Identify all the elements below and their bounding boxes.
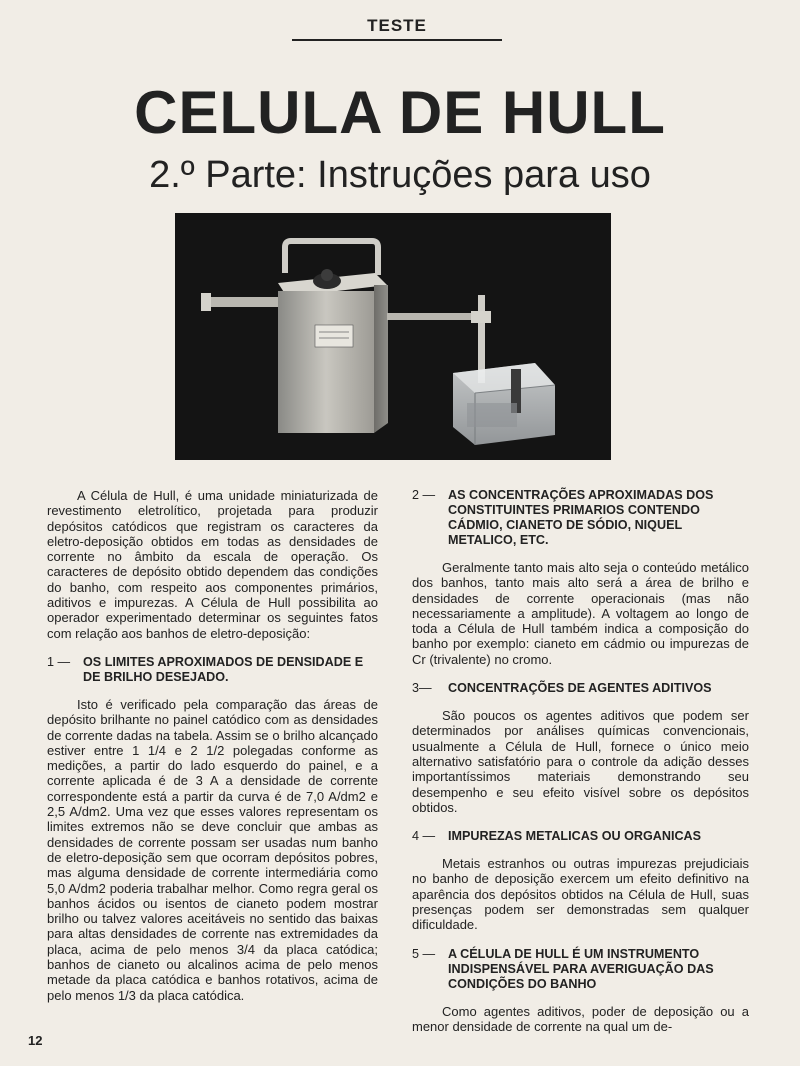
section-4-number: 4 — — [412, 829, 436, 844]
section-5-number: 5 — — [412, 946, 436, 961]
page-number: 12 — [28, 1033, 43, 1048]
section-2-body: Geralmente tanto mais alto seja o conteúdo metálico dos banhos, tanto mais alto será a área de brilho e densidades de corrente operacionais (mas não necessariamente a amplitude). A voltagem ao longo de toda a Célula de Hull também indica a composição do banho por exemplo: cianeto em cádmio ou impurezas de Cr (trivalente) no cromo. — [412, 560, 749, 667]
section-4-body: Metais estranhos ou outras impurezas prejudiciais no banho de deposição exercem um efeito definitivo na aparência dos depósitos obtidos na Célula de Hull, suas presenças podem ser demonstradas sem qualquer dificuldade. — [412, 856, 749, 933]
left-column — [47, 488, 378, 1003]
article-subtitle: 2.º Parte: Instruções para uso — [149, 154, 651, 196]
intro-paragraph: A Célula de Hull, é uma unidade miniaturizada de revestimento eletrolítico, projetada para produzir depósitos catódicos que registram os caracteres da eletro-deposição obtidos em todas as densidades de corrente no âmbito da escala de operação. Os caracteres de depósito obtido dependem das condições do banho, com respeito aos componentes primários, aditivos e impurezas. A Célula de Hull possibilita ao operador experimentado determinar os seguintes fatos com relação aos banhos de eletro-deposição: — [47, 488, 378, 641]
section-2-number: 2 — — [412, 488, 436, 502]
section-4-heading — [412, 829, 749, 844]
section-5-heading-text: A CÉLULA DE HULL É UM INSTRUMENTO INDISPENSÁVEL PARA AVERIGUAÇÃO DAS CONDIÇÕES DO BANHO — [448, 946, 714, 991]
hull-cell-apparatus-illustration — [175, 213, 611, 460]
section-1-number: 1 — — [47, 654, 71, 669]
article-title: CELULA DE HULL — [134, 79, 666, 146]
section-1-heading — [47, 655, 378, 685]
section-5-body: Como agentes aditivos, poder de deposição ou a menor densidade de corrente na qual um de- — [412, 1003, 749, 1034]
section-2-heading-text: AS CONCENTRAÇÕES APROXIMADAS DOS CONSTITUINTES PRIMARIOS CONTENDO CÁDMIO, CIANETO DE SÓDIO, NIQUEL METALICO, ETC. — [448, 488, 714, 547]
section-3-heading — [412, 681, 749, 696]
section-3-number: 3— — [412, 681, 432, 696]
section-1-body: Isto é verificado pela comparação das áreas de depósito brilhante no painel catódico com as densidades de corrente dadas na tabela. Assim se o brilho alcançado estiver entre 1 1/4 e 2 1/2 polegadas conforme as medições, a partir do lado esquerdo do painel, e a corrente aplicada é de 3 A a densidade de corrente correspondente está a partir da curva é de 7,0 A/dm2 e 2,5 A/dm2. Uma vez que esses valores representam os limites extremos não se deve concluir que ambas as densidades de corrente possam ser usadas num banho de eletro-deposição sem que ocorram depósitos pobres, mas alguma densidade de corrente intermediária como 5,0 A/dm2 poderia trabalhar melhor. Como regra geral os banhos ácidos ou isentos de cianeto podem mostrar brilho ou talvez valores aceitáveis no sentido das baixas para altas densidades de corrente nas extremidades da placa, acima de pelo menos 3/4 da placa catódica; banhos de cianeto ou alcalinos acima de pelo menos metade da placa catódica e banhos rotativos, acima de pelo menos 1/3 da placa catódica. — [47, 696, 378, 1003]
section-label: TESTE — [292, 16, 502, 41]
hull-cell-photo — [175, 213, 611, 460]
section-5-heading — [412, 947, 749, 992]
section-1-heading-text: OS LIMITES APROXIMADOS DE DENSIDADE E DE BRILHO DESEJADO. — [83, 654, 364, 684]
section-2-heading — [412, 488, 749, 548]
section-4-heading-text: IMPUREZAS METALICAS OU ORGANICAS — [448, 829, 702, 844]
section-3-body: São poucos os agentes aditivos que podem ser determinados por análises químicas convencionais, usualmente a Célula de Hull, fornece o único meio alternativo satisfatório para o controle da adição desses importantíssimos materiais demonstrando seu desempenho e seu efeito visível sobre os depósitos obtidos. — [412, 708, 749, 815]
right-column — [412, 488, 749, 1034]
section-3-heading-text: CONCENTRAÇÕES DE AGENTES ADITIVOS — [448, 681, 712, 696]
